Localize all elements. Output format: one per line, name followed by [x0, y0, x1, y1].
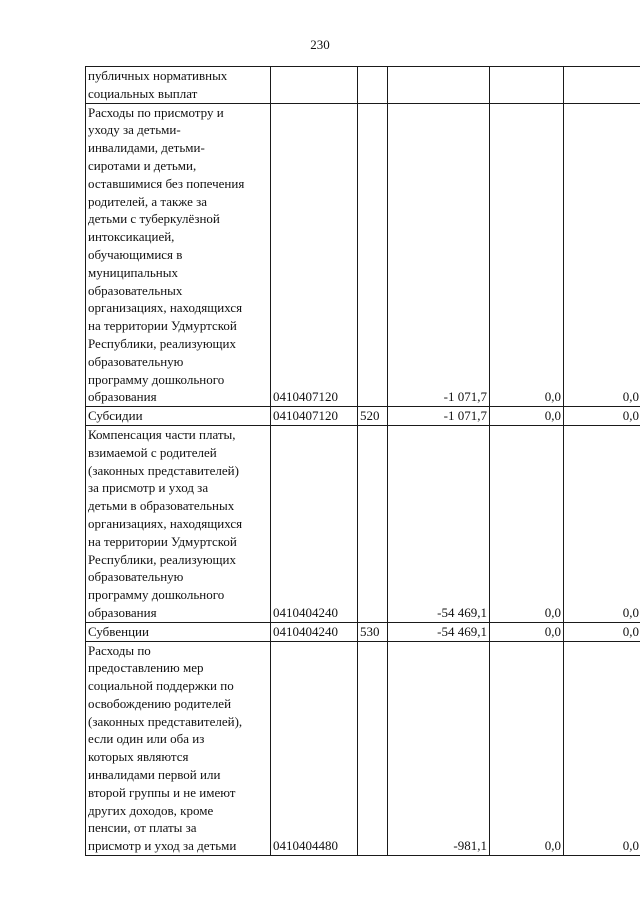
- row-value-1: -54 469,1: [388, 622, 490, 641]
- row-code: 0410404240: [271, 425, 358, 622]
- row-name: Субсидии: [86, 407, 271, 426]
- row-value-2: 0,0: [490, 425, 564, 622]
- row-value-1: -54 469,1: [388, 425, 490, 622]
- row-value-3: [564, 67, 640, 104]
- row-expense-type: [358, 425, 388, 622]
- row-code: 0410404480: [271, 641, 358, 856]
- row-name: Расходы по предоставлению мер социальной поддержки по освобождению родителей (законных представителей), если один или оба из которых являются инвалидами первой или второй группы и не имеют других доходов, кроме пенсии, от платы за присмотр и уход за детьми: [86, 641, 271, 856]
- row-expense-type: [358, 641, 388, 856]
- table-row: [86, 67, 640, 104]
- row-code: [271, 67, 358, 104]
- row-value-3: 0,0: [564, 103, 640, 407]
- table-row: [86, 407, 640, 426]
- row-expense-type: 520: [358, 407, 388, 426]
- row-value-3: 0,0: [564, 407, 640, 426]
- row-expense-type: [358, 67, 388, 104]
- row-value-1: -1 071,7: [388, 103, 490, 407]
- row-value-1: [388, 67, 490, 104]
- table-row: [86, 622, 640, 641]
- row-value-2: 0,0: [490, 103, 564, 407]
- row-value-2: 0,0: [490, 407, 564, 426]
- row-value-1: -981,1: [388, 641, 490, 856]
- row-expense-type: 530: [358, 622, 388, 641]
- table-row: [86, 425, 640, 622]
- row-name: Расходы по присмотру и уходу за детьми- инвалидами, детьми- сиротами и детьми, оставшимися без попечения родителей, а также за детьми с туберкулёзной интоксикацией, обучающимися в муниципальных образовательных организациях, находящихся на территории Удмуртской Республики, реализующих образовательную программу дошкольного образования: [86, 103, 271, 407]
- row-value-2: [490, 67, 564, 104]
- budget-table: [85, 66, 640, 856]
- row-code: 0410407120: [271, 103, 358, 407]
- row-value-1: -1 071,7: [388, 407, 490, 426]
- row-name: Компенсация части платы, взимаемой с родителей (законных представителей) за присмотр и уход за детьми в образовательных организациях, находящихся на территории Удмуртской Республики, реализующих образовательную программу дошкольного образования: [86, 425, 271, 622]
- table-row: [86, 641, 640, 856]
- row-value-3: 0,0: [564, 425, 640, 622]
- row-value-3: 0,0: [564, 622, 640, 641]
- row-expense-type: [358, 103, 388, 407]
- table-row: [86, 103, 640, 407]
- row-code: 0410407120: [271, 407, 358, 426]
- row-value-3: 0,0: [564, 641, 640, 856]
- row-code: 0410404240: [271, 622, 358, 641]
- row-value-2: 0,0: [490, 622, 564, 641]
- page-number: 230: [310, 37, 330, 52]
- row-value-2: 0,0: [490, 641, 564, 856]
- row-name: публичных нормативных социальных выплат: [86, 67, 271, 104]
- row-name: Субвенции: [86, 622, 271, 641]
